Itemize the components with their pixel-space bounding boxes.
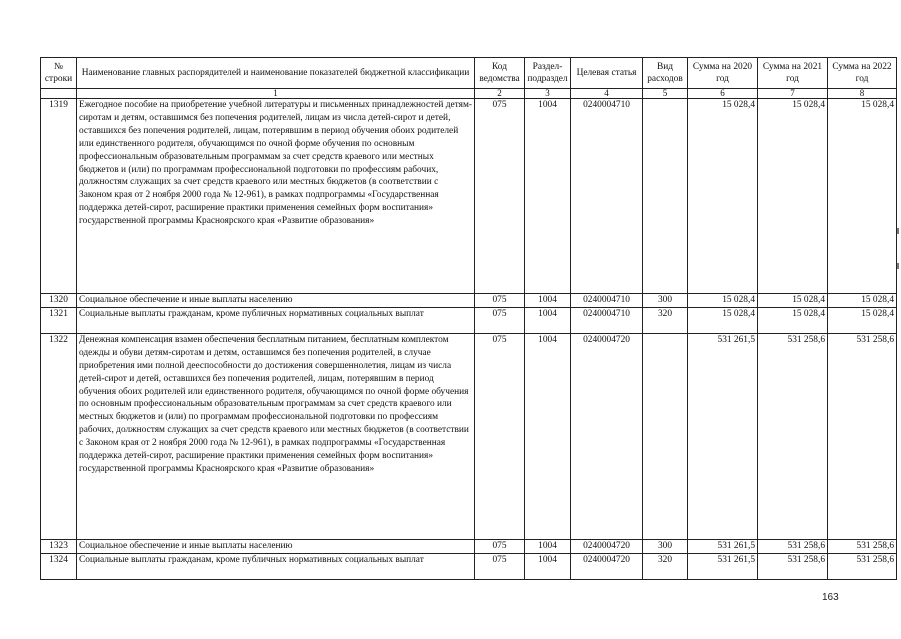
section-code: 1004: [525, 99, 571, 294]
sum-2020: 15 028,4: [688, 307, 758, 333]
column-number: 2: [475, 89, 525, 99]
budget-table: [40, 57, 897, 580]
target-item: 0240004720: [571, 333, 643, 539]
column-number: 8: [828, 89, 897, 99]
column-number-row: [41, 89, 897, 99]
sum-2022: 15 028,4: [828, 307, 897, 333]
sum-2022: 531 258,6: [828, 333, 897, 539]
sum-2022: 531 258,6: [828, 553, 897, 579]
sum-2022: 531 258,6: [828, 539, 897, 553]
sum-2022: 15 028,4: [828, 99, 897, 294]
header-sum-2022: Сумма на 2022 год: [828, 58, 897, 89]
page-number: 163: [822, 592, 839, 603]
table-row: [41, 307, 897, 333]
section-code: 1004: [525, 553, 571, 579]
table-row: [41, 99, 897, 294]
header-sum-2020: Сумма на 2020 год: [688, 58, 758, 89]
target-item: 0240004710: [571, 294, 643, 308]
scan-edge-mark: [897, 263, 899, 269]
sum-2020: 531 261,5: [688, 333, 758, 539]
expense-type: [643, 333, 688, 539]
sum-2021: 531 258,6: [758, 553, 828, 579]
table-row: [41, 294, 897, 308]
row-name: Социальные выплаты гражданам, кроме публичных нормативных социальных выплат: [77, 307, 475, 333]
column-number: 1: [77, 89, 475, 99]
expense-type: 320: [643, 307, 688, 333]
target-item: 0240004710: [571, 99, 643, 294]
target-item: 0240004720: [571, 553, 643, 579]
scan-edge-mark: [897, 228, 899, 234]
column-number: 5: [643, 89, 688, 99]
row-name: Социальное обеспечение и иные выплаты населению: [77, 294, 475, 308]
section-code: 1004: [525, 333, 571, 539]
header-target-item: Целевая статья: [571, 58, 643, 89]
header-name: Наименование главных распорядителей и наименование показателей бюджетной классификации: [77, 58, 475, 89]
row-number: 1321: [41, 307, 77, 333]
section-code: 1004: [525, 539, 571, 553]
row-name: Социальные выплаты гражданам, кроме публичных нормативных социальных выплат: [77, 553, 475, 579]
target-item: 0240004710: [571, 307, 643, 333]
section-code: 1004: [525, 294, 571, 308]
header-section: Раздел-подраздел: [525, 58, 571, 89]
column-number: 3: [525, 89, 571, 99]
expense-type: 320: [643, 553, 688, 579]
dept-code: 075: [475, 294, 525, 308]
sum-2020: 531 261,5: [688, 553, 758, 579]
dept-code: 075: [475, 539, 525, 553]
sum-2021: 531 258,6: [758, 539, 828, 553]
dept-code: 075: [475, 307, 525, 333]
section-code: 1004: [525, 307, 571, 333]
dept-code: 075: [475, 553, 525, 579]
row-number: 1324: [41, 553, 77, 579]
header-expense-type: Вид расходов: [643, 58, 688, 89]
header-sum-2021: Сумма на 2021 год: [758, 58, 828, 89]
row-name: Социальное обеспечение и иные выплаты населению: [77, 539, 475, 553]
header-row: [41, 58, 897, 89]
target-item: 0240004720: [571, 539, 643, 553]
sum-2021: 15 028,4: [758, 307, 828, 333]
sum-2021: 531 258,6: [758, 333, 828, 539]
table-row: [41, 553, 897, 579]
expense-type: 300: [643, 294, 688, 308]
row-name: Ежегодное пособие на приобретение учебной литературы и письменных принадлежностей детям-сиротам и детям, оставшимся без попечения родителей, лицам из числа детей-сирот и детей, оставшихся без попечения родителей, лицам, потерявшим в период обучения обоих родителей или единственного родителя, обучающимся по очной форме обучения по основным профессиональным образовательным программам за счет средств краевого или местных бюджетов и (или) по программам профессиональной подготовки по профессиям рабочих, должностям служащих за счет средств краевого или местных бюджетов (в соответствии с Законом края от 2 ноября 2000 года № 12-961), в рамках подпрограммы «Государственная поддержка детей-сирот, расширение практики применения семейных форм воспитания» государственной программы Красноярского края «Развитие образования»: [77, 99, 475, 294]
header-dept-code: Код ведомства: [475, 58, 525, 89]
dept-code: 075: [475, 99, 525, 294]
row-number: 1320: [41, 294, 77, 308]
expense-type: [643, 99, 688, 294]
sum-2021: 15 028,4: [758, 294, 828, 308]
row-name: Денежная компенсация взамен обеспечения бесплатным питанием, бесплатным комплектом одежды и обуви детям-сиротам и детям, оставшимся без попечения родителей, в случае приобретения ими полной дееспособности до достижения совершеннолетия, лицам из числа детей-сирот и детей, оставшихся без попечения родителей, лицам, потерявшим в период обучения обоих родителей или единственного родителя, обучающимся по очной форме обучения по основным профессиональным образовательным программам за счет средств краевого или местных бюджетов и (или) по программам профессиональной подготовки по профессиям рабочих, должностям служащих за счет средств краевого или местных бюджетов (в соответствии с Законом края от 2 ноября 2000 года № 12-961), в рамках подпрограммы «Государственная поддержка детей-сирот, расширение практики применения семейных форм воспитания» государственной программы Красноярского края «Развитие образования»: [77, 333, 475, 539]
row-number: 1323: [41, 539, 77, 553]
header-row-no: № строки: [41, 58, 77, 89]
row-number: 1322: [41, 333, 77, 539]
sum-2021: 15 028,4: [758, 99, 828, 294]
sum-2020: 15 028,4: [688, 294, 758, 308]
table-row: [41, 333, 897, 539]
table-row: [41, 539, 897, 553]
expense-type: 300: [643, 539, 688, 553]
column-number: 4: [571, 89, 643, 99]
column-number: 7: [758, 89, 828, 99]
column-number: 6: [688, 89, 758, 99]
row-number: 1319: [41, 99, 77, 294]
column-number: [41, 89, 77, 99]
dept-code: 075: [475, 333, 525, 539]
sum-2020: 531 261,5: [688, 539, 758, 553]
sum-2020: 15 028,4: [688, 99, 758, 294]
sum-2022: 15 028,4: [828, 294, 897, 308]
